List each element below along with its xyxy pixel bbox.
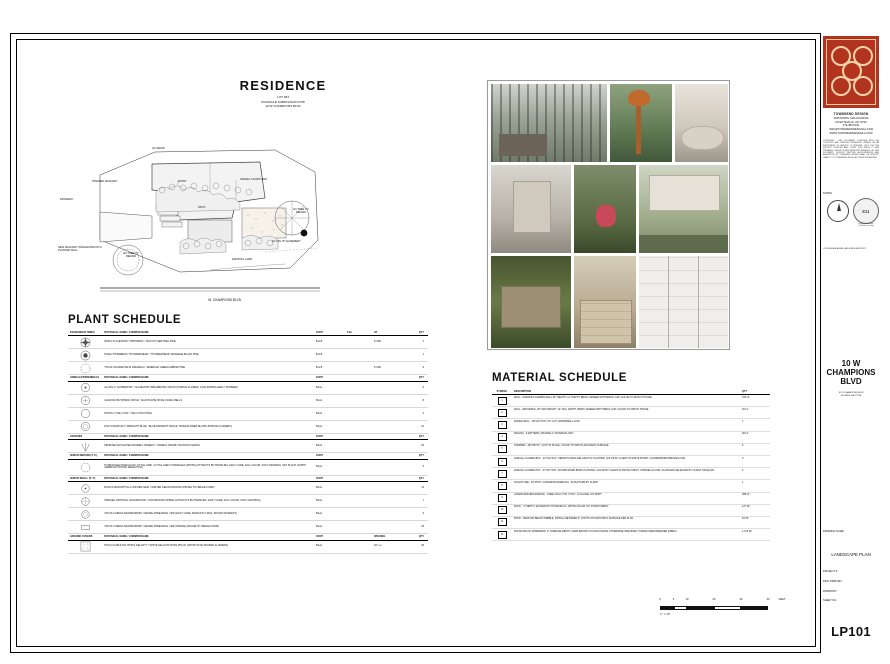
plant-section-name: EVERGREEN TREES (68, 330, 102, 336)
plant-symbol (68, 540, 102, 553)
plan-callout-utility-easement: 10' UTILITY EASEMENT (272, 240, 301, 243)
scale-unit: FEET (778, 598, 786, 601)
plant-section-header: SHRUB MEDIUM (4'-6') BOTANICAL NAME / COMMON NAME CONT QTY (68, 453, 428, 459)
table-row: PHLOX SUBULATA 'WHITE DELIGHT' / WHITE DELIGHT MOSS PHLOX (WHITE STAR-SHAPED FLOWERS) 5GAL 18" o.c. 30 (68, 540, 428, 553)
col-ht: HT (372, 330, 399, 336)
table-row: 5 STEPPER - 48"X48"X2", CAST IN PLACE, COLOR TO MATCH ADJACENT SURFACE 6 (492, 443, 770, 455)
board-photo (574, 256, 636, 348)
plan-callout-gravel-courtyard: GRAVEL COURTYARD (240, 178, 268, 181)
plan-subtitle-line: PINNACLE SUBDIVISION PH8 (261, 99, 305, 104)
board-photo (610, 84, 672, 162)
table-row: 12 WOOD MULCH SHREDDED, 3" AVERAGE DEPTH, DARK BROWN COLOR UNLESS OTHERWISE SPECIFIED, PINNED WEED BARRIER FABRIC 1,725 SF (492, 529, 770, 541)
project-address-line: ROGERS, AR 72758 (840, 394, 862, 397)
material-symbol: 3 (498, 421, 507, 429)
plant-symbol (68, 508, 102, 521)
field-sheet-no-label: SHEET NO. : (823, 599, 839, 602)
plant-symbol (68, 440, 102, 453)
material-schedule-table (492, 390, 770, 541)
firm-address-line: 479-480-5162 (842, 124, 860, 128)
scale-tick: 10 (685, 598, 689, 601)
material-symbol: 11 (498, 518, 507, 526)
table-row: TAXUS X MEDIA 'DENSIFORMIS' / DENSE SPREADING YEW (EASY CARE, MAINTAIN 3' MAX. ROUND INTEREST) 5GAL 5 (68, 508, 428, 521)
project-title-line: 10 W (841, 359, 861, 368)
table-row: PICEA THUNBERGII 'THUNDERHEAD' / THUNDERHEAD JAPANESE BLACK PINE B & B 1 (68, 349, 428, 362)
table-row: HOSTA X 'HALCYON' / HALCYON HOSTA 5GAL 3 (68, 407, 428, 420)
scale-tick: 5 (672, 598, 675, 601)
plant-symbol (68, 459, 102, 475)
table-row: 6 ANNUAL FLOWER BOX - 22"X22"X22", PENNSYLVANIA DELUXE PVC PLANTER, COLOR BY CLIENT IN WHITE FINISH, FLOWERWINDOWBOXES.COM 3 (492, 455, 770, 467)
col-botanical: BOTANICAL NAME / COMMON NAME (102, 330, 314, 336)
project-title-block (823, 360, 879, 398)
board-photo (675, 84, 728, 162)
plant-section-name: GROUND COVERS (68, 534, 102, 540)
plant-symbol (68, 420, 102, 433)
firm-email: INFO@TOWNSENDDESIGNLA.COM (829, 128, 873, 131)
copyright-notice: COPYRIGHT - THIS DOCUMENT, TOGETHER WITH THE CONCEPTS AND DESIGNS PRESENTED HEREIN, AS AN INSTRUMENT OF SERVICE, IS INTENDED ONLY FOR THE SPECIFIC PURPOSE AND CLIENT FOR WHICH IT WAS PREPARED. REUSE OF AND IMPROPER RELIANCE ON THIS DOCUMENT WITHOUT WRITTEN AUTHORIZATION AND ADAPTATION BY TOWNSEND DESIGN SHALL BE WITHOUT LIABILITY TO TOWNSEND DESIGN. ALL RIGHTS RESERVED. (823, 140, 879, 159)
firm-website: WWW.TOWNSENDDESIGNLA.COM (829, 131, 873, 135)
project-title-line: CHAMPIONS (826, 367, 876, 377)
material-symbol: 1 (498, 397, 507, 405)
table-row: 10 ROCK - 3" DEPTH, ECHANNITZ STONE BIN 11, WHITE COLOR, NO FINISH FABRIC 127 SF (492, 504, 770, 516)
plant-symbol (68, 362, 102, 375)
plan-callout-entry: ENTRY (178, 180, 187, 183)
plant-symbol (68, 349, 102, 362)
col-symbol: SYMBOL (492, 390, 512, 395)
table-row: 8 SCULPTURE - 34"X8"W" CONCRETE PEDESTAL, SCULPTURE BY CLIENT 1 (492, 480, 770, 492)
material-symbol: 9 (498, 494, 507, 502)
table-row: TAXUS X MEDIA 'DENSIFORMIS' / DENSE SPREADING YEW (HEDGE) (PRUNE TO HEDGE FORM) 5GAL 19 (68, 521, 428, 534)
table-row: 7 ANNUAL FLOWER POT - 27"X27"X22", ROUND RISEN BOWL PLANTER, COLOR BY CLIENT IN MATTE FINISH, I-WINDELLS.COM, PLANTERS SELECTED BY CLIENT OR EQUAL 2 (492, 468, 770, 480)
board-photo (639, 256, 728, 348)
table-row: 2 WALL - RETAINING, 30" MAX HEIGHT, 12" AVG. WIDTH, BRICK VENEER WITH BRICK CAP, COLOR TO MATCH HOUSE 49 LF (492, 407, 770, 419)
plant-section-header: GRASSES BOTANICAL NAME / COMMON NAME CONT QTY (68, 433, 428, 439)
plant-section-name: SHRUB MEDIUM (4'-6') (68, 453, 102, 459)
col-cont: CONT (314, 330, 345, 336)
field-date-printed-label: DR'G PRINTED : (823, 580, 843, 583)
scale-bar-graphic (660, 606, 768, 610)
site-plan-drawing (60, 120, 360, 310)
board-photo (491, 165, 571, 253)
inspiration-image-board (487, 80, 730, 350)
table-row: SPIRAEA JAPONICA 'GOLDMOUND' / GOLDMOUND SPIREA (ATTRACTS BUTTERFLIES, EASY CARE, FALL COLOR, FAST GROWING) 5GAL 7 (68, 495, 428, 508)
north-arrow-icon (827, 200, 849, 222)
board-photo (491, 256, 571, 348)
col-qty: QTY (740, 390, 770, 395)
drawing-name-label: DRAWING NAME (823, 530, 844, 533)
table-row: 11 ROCK - MEXICAN BEACH PEBBLE, INSTALL BETWEEN 6" JOINTS ON MAIN PATIO SURFACE PER PLAN 64 SF (492, 516, 770, 528)
material-symbol: 10 (498, 506, 507, 514)
field-project-number-label: PROJECT #: (823, 570, 838, 573)
material-symbol: 7 (498, 470, 507, 478)
scale-caption: 1" = 10' (660, 612, 671, 616)
material-symbol: 2 (498, 409, 507, 417)
plan-callout-ex-tree-left: EX TREE TO REMAIN (123, 252, 139, 259)
board-photo (639, 165, 728, 253)
table-row: ALLIUM X 'GLOBEATOR' / GLADIATOR ORNAMENTAL ONION (PURPLE FLOWER, LATE SPRING-EARLY SUMMER) 5GAL 6 (68, 381, 428, 394)
seal-caption-line: Call before you dig. (858, 225, 874, 227)
plant-symbol (68, 336, 102, 349)
plan-callout-driveway: DRIVEWAY (60, 198, 74, 201)
plant-symbol (68, 521, 102, 534)
plan-callout-new-walkway: NEW WALKWAY INTEGRATED INTO PLANTER WALL (58, 246, 102, 253)
plant-schedule-title: PLANT SCHEDULE (68, 314, 182, 326)
plant-symbol (68, 381, 102, 394)
sheet-number: LP101 (831, 624, 871, 639)
col-qty: QTY (399, 330, 428, 336)
plan-title: RESIDENCE (239, 78, 327, 93)
plan-callout-ex-tree-right: EX TREE TO REMAIN (293, 208, 309, 215)
table-row: 1 WALL - PARAPET GARDEN WALL 60" HEIGHT, 12" WIDTH, BRICK VENEER WITH BRICK CAP, COLOR TO MATCH HOUSE 155 LF (492, 395, 770, 407)
plant-symbol (68, 394, 102, 407)
firm-identity (823, 112, 879, 136)
material-symbol: 12 (498, 531, 507, 539)
plant-section-name: ANNUALS/PERENNIALS (68, 375, 102, 381)
north-arrow-block (823, 192, 879, 227)
board-photo (574, 165, 636, 253)
col-description: DESCRIPTION (512, 390, 740, 395)
plan-subtitle (198, 95, 368, 109)
table-row: PENNISETUM ALOPECUROIDES 'HAMELN' / HAMELN DWARF FOUNTAIN GRASS 5GAL 26 (68, 440, 428, 453)
plant-symbol (68, 482, 102, 495)
plan-street-label: W. CHAMPIONS BLVD. (208, 298, 242, 302)
plant-section-name: SHRUB SMALL (0'-4') (68, 475, 102, 481)
scale-tick: 40 (766, 598, 770, 601)
material-symbol: 4 (498, 433, 507, 441)
plant-symbol (68, 407, 102, 420)
material-symbol: 8 (498, 482, 507, 490)
scale-bar (659, 598, 786, 616)
license-note: LICENSED ARKANSAS LANDSCAPE ARCHITECT (823, 248, 867, 250)
plant-schedule-table (68, 330, 428, 554)
table-row: HYDRANGEA PANICULATA 'LITTLE LIME' / LITTLE LIME HYDRANGEA (WHITE) (ATTRACTS BUTTERFLIES, EASY CARE, FALL COLOR, FAST GROWING, SET PLANT, NORTH AMERICAN NATIVE SELECTION) 5GAL 5 (68, 459, 428, 475)
north-label: NORTH (823, 192, 833, 195)
plan-subtitle-line: LOT 364 (277, 95, 289, 99)
table-row: PINUS SYLVESTRIS 'TABTOBATA' / SCOTCH SENTINEL PINE B & B 8' MIN 1 (68, 336, 428, 349)
material-symbol: 5 (498, 445, 507, 453)
table-row: THUJA OCCIDENTALIS 'EMARALD' / EMERALD GREEN ARBORVITAE B & B 6' MIN 9 (68, 362, 428, 375)
plan-callout-existing-lawn: EXISTING LAWN (232, 258, 253, 261)
plant-section-name: GRASSES (68, 433, 102, 439)
sheet-number-block (820, 606, 882, 653)
plant-section-header: ANNUALS/PERENNIALS BOTANICAL NAME / COMMON NAME CONT QTY (68, 375, 428, 381)
project-address-line: 10 W CHAMPIONS BLVD (838, 391, 864, 394)
firm-address-line: 3188 NORTH SHILOH DRIVE (833, 116, 869, 120)
table-row: 3 WATER WALL - 48"X22"X6"H, PIT CUT, WATERWALL.COM 1 (492, 419, 770, 431)
seal-caption (851, 223, 881, 227)
table-row: 4 RAILING - 6-PATTERN, #18-0090-A, IRONANVIL.NET 28 LF (492, 431, 770, 443)
plant-section-header: SHRUB SMALL (0'-4') BOTANICAL NAME / COMMON NAME CONT QTY (68, 475, 428, 481)
material-symbol: 6 (498, 458, 507, 466)
col-cal: CAL (345, 330, 372, 336)
scale-tick: 0 (659, 598, 661, 601)
plan-subtitle-line: 10 W CHAMPIONS BLVD (265, 104, 301, 109)
table-row: AGASTACHE 'SPRING SPICE' / AGASTACHE SPICE CORAL BELLS 5GAL 8 (68, 394, 428, 407)
table-row: BUXUS MICROPHYLLA 'WINTER GEM' / WINTER GEM BOXWOOD (PRUNE TO HEDGE FORM) 5GAL 11 (68, 482, 428, 495)
firm-address-line: FAYETTEVILLE, AR 72703 (835, 120, 867, 124)
drawing-name-value: LANDSCAPE PLAN (831, 552, 871, 557)
field-drawn-by-label: DRAWN BY : (823, 590, 839, 593)
firm-name: TOWNSEND DESIGN (833, 112, 869, 116)
material-schedule-title: MATERIAL SCHEDULE (492, 372, 627, 384)
scale-tick: 20 (712, 598, 716, 601)
table-row: 9 LANDSCAPE BED EDGING - STEEL ROLL TOP, 4"X10", 14 GAUGE, NO PAINT 288 LF (492, 492, 770, 504)
plan-callout-stepped-walkway: STEPPED WALKWAY (92, 180, 118, 183)
scale-tick: 30 (739, 598, 743, 601)
plan-callout-patio: PATIO (198, 206, 206, 209)
project-title-line: BLVD (840, 376, 862, 386)
plant-section-header: GROUND COVERS BOTANICAL NAME / COMMON NAME CONT SPACING QTY (68, 534, 428, 540)
seal-caption-line: Know what's below. (858, 223, 874, 225)
table-row: POLYGONATUM X 'MIDNIGHT BLUE' / BLUE MIDNIGHT BUGLE TONGUE (DEEP BLUISH-PURPLE FLOWERS) 5GAL 10 (68, 420, 428, 433)
firm-logo (823, 36, 879, 108)
call-before-you-dig-icon: 811 (853, 198, 879, 224)
plan-callout-ac-meter: A/C METER (152, 148, 165, 150)
board-photo (491, 84, 607, 162)
plant-symbol (68, 495, 102, 508)
site-plan-svg (60, 120, 360, 315)
